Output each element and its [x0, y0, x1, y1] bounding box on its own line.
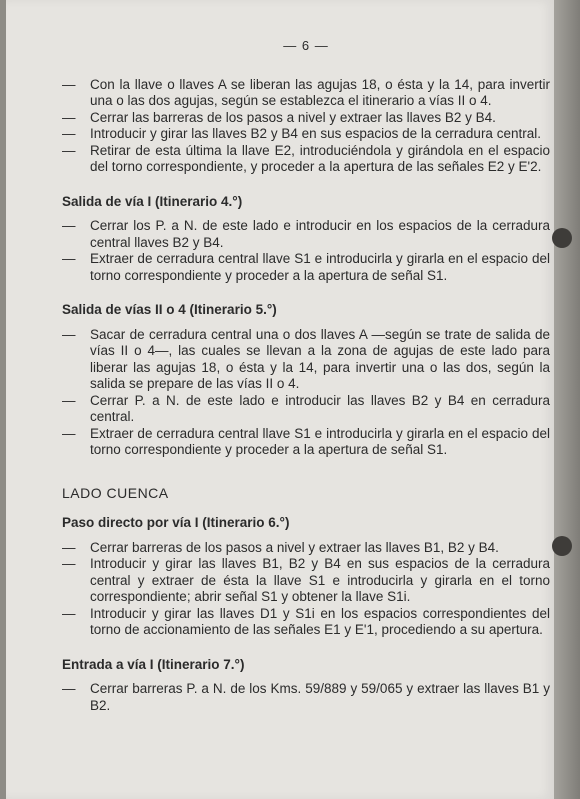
list-item: — Cerrar P. a N. de este lado e introducir las llaves B2 y B4 en cerradura central.	[62, 392, 550, 424]
section1-list	[62, 218, 550, 284]
dash-bullet: —	[62, 539, 76, 555]
intro-list	[62, 77, 550, 176]
dash-bullet: —	[62, 76, 76, 92]
list-item: — Cerrar las barreras de los pasos a nivel y extraer las llaves B2 y B4.	[62, 109, 496, 125]
dash-bullet: —	[62, 556, 76, 571]
section-heading-salida-via-1: Salida de vía I (Itinerario 4.°)	[62, 193, 243, 209]
dash-bullet: —	[62, 681, 76, 696]
dash-bullet: —	[62, 218, 76, 233]
list-item: — Sacar de cerradura central una o dos llaves A —según se trate de salida de vías II o 4—, las cuales se llevan a la zona de agujas de este lado para liberar las agujas 18, o ésta y la 14, para invertir una o las dos, según la salida se prepare de las vías II o 4.	[62, 326, 550, 391]
section4-list	[62, 681, 550, 714]
dash-bullet: —	[62, 109, 76, 125]
section-heading-salida-vias-2-4: Salida de vías II o 4 (Itinerario 5.°)	[62, 302, 277, 317]
section3-list	[62, 540, 550, 639]
dash-bullet: —	[62, 126, 76, 141]
list-item: — Cerrar los P. a N. de este lado e introducir en los espacios de la cerradura central llaves B2 y B4.	[62, 218, 550, 250]
dash-bullet: —	[62, 251, 76, 266]
dash-bullet: —	[62, 425, 76, 441]
list-item: — Retirar de esta última la llave E2, introduciéndola y girándola en el espacio del torno correspondiente, y proceder a la apertura de las señales E2 y E'2.	[62, 142, 550, 174]
list-item: — Introducir y girar las llaves B1, B2 y B4 en sus espacios de la cerradura central y extraer de ésta la llave S1 e introducirla y girarla en el torno correspondiente; abrir señal S1 y obtener la llave S1i.	[62, 556, 550, 604]
page-number: — 6 —	[283, 38, 329, 53]
section-heading-paso-directo: Paso directo por vía I (Itinerario 6.°)	[62, 515, 290, 530]
binding-hole-bottom	[552, 536, 572, 556]
section-heading-entrada-via-1: Entrada a vía I (Itinerario 7.°)	[62, 656, 245, 672]
dash-bullet: —	[62, 392, 76, 408]
dash-bullet: —	[62, 326, 76, 342]
list-item: — Extraer de cerradura central llave S1 e introducirla y girarla en el espacio del torno correspondiente y proceder a la apertura de señal S1.	[62, 251, 550, 283]
list-item: — Extraer de cerradura central llave S1 e introducirla y girarla en el espacio del torno correspondiente y proceder a la apertura de señal S1.	[62, 425, 550, 457]
dash-bullet: —	[62, 605, 76, 621]
list-item: — Introducir y girar las llaves D1 y S1i en los espacios correspondientes del torno de accionamiento de las señales E1 y E'1, procediendo a su apertura.	[62, 605, 550, 637]
page-edge-shadow	[554, 0, 580, 799]
list-item: — Cerrar barreras de los pasos a nivel y extraer las llaves B1, B2 y B4.	[62, 539, 499, 555]
list-item: — Introducir y girar las llaves B2 y B4 en sus espacios de la cerradura central.	[62, 126, 541, 141]
section2-list	[62, 327, 550, 459]
lado-cuenca-heading: LADO CUENCA	[62, 484, 169, 501]
list-item: — Con la llave o llaves A se liberan las agujas 18, o ésta y la 14, para invertir una o las dos agujas, según se establezca el itinerario a vías II o 4.	[62, 76, 550, 108]
page-content	[62, 38, 550, 714]
binding-hole-top	[552, 228, 572, 248]
dash-bullet: —	[62, 142, 76, 158]
list-item: — Cerrar barreras P. a N. de los Kms. 59/889 y 59/065 y extraer las llaves B1 y B2.	[62, 681, 550, 713]
